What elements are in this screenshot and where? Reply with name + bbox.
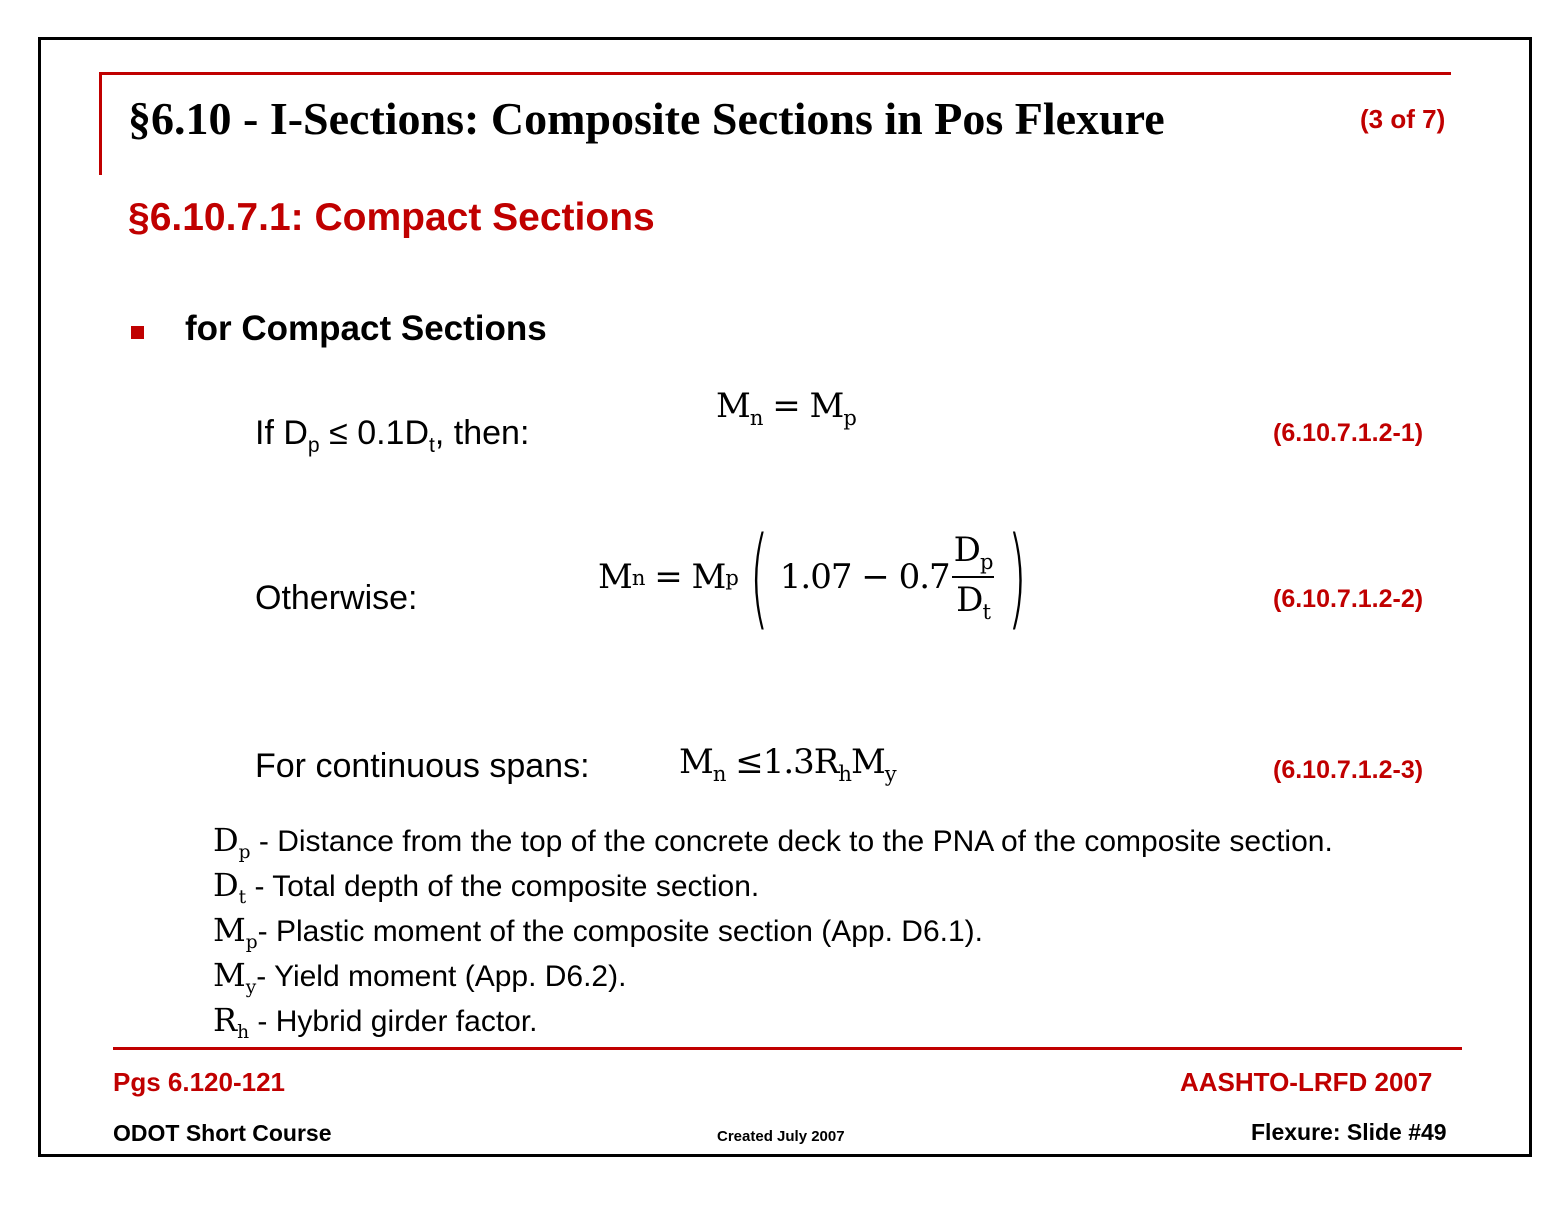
eq3-number: (6.10.7.1.2-3) xyxy=(1273,756,1424,784)
eq2-fraction: $\frac{D_p}{D_t}$ xyxy=(953,530,993,624)
definition-mp: $M_p-$ Plastic moment of the composite section (App. D6.1). xyxy=(213,911,983,953)
eq1-formula: $M_n = M_p$ xyxy=(716,386,856,430)
title-rule-left xyxy=(99,72,102,175)
footer-created: Created July 2007 xyxy=(717,1128,845,1145)
bullet-square-icon xyxy=(131,326,144,339)
definition-dp: $D_p$ - Distance from the top of the concrete deck to the PNA of the composite section. xyxy=(213,821,1333,863)
eq2-formula: M n = M p ( 1.07 − 0.7 $\frac{D_p}{D_t}$ ) xyxy=(598,513,1027,641)
footer-course: ODOT Short Course xyxy=(113,1120,332,1146)
eq2-left-paren: ( xyxy=(749,513,769,641)
footer-slide: Flexure: Slide #49 xyxy=(1251,1119,1447,1145)
eq2-number: (6.10.7.1.2-2) xyxy=(1273,585,1424,613)
eq2-right-paren: ) xyxy=(1007,513,1027,641)
title-rule-top xyxy=(99,72,1451,75)
slide-count: (3 of 7) xyxy=(1360,104,1446,134)
footer-pages: Pgs 6.120-121 xyxy=(113,1067,286,1097)
eq2-label: Otherwise: xyxy=(255,579,418,617)
eq3-label: For continuous spans: xyxy=(255,747,590,785)
definition-dt: $D_t$ - Total depth of the composite section. xyxy=(213,866,760,908)
section-subtitle: §6.10.7.1: Compact Sections xyxy=(128,196,655,239)
definition-my: $M_y-$ Yield moment (App. D6.2). xyxy=(213,956,627,998)
bullet-text: for Compact Sections xyxy=(185,309,547,348)
eq3-formula: $M_n \le 1.3R_hM_y$ xyxy=(679,742,896,786)
eq1-number: (6.10.7.1.2-1) xyxy=(1273,419,1424,447)
eq1-condition: If $D_p \le 0.1D_t$, then: xyxy=(255,414,530,457)
footer-rule xyxy=(113,1047,1462,1050)
definition-rh: $R_h$ - Hybrid girder factor. xyxy=(213,1001,538,1043)
page-title: §6.10 - I-Sections: Composite Sections in Pos Flexure xyxy=(128,93,1165,144)
footer-spec: AASHTO-LRFD 2007 xyxy=(1180,1067,1433,1097)
